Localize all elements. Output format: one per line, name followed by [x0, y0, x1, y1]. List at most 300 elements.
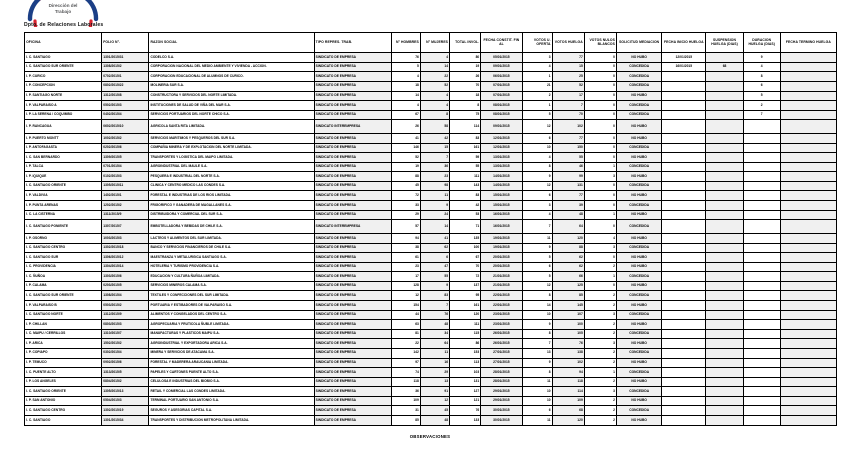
cell-total: 153 — [450, 348, 481, 358]
cell-total: 72 — [450, 272, 481, 282]
cell-votosnul: 3 — [584, 172, 616, 182]
cell-susp — [706, 339, 743, 349]
cell-susp — [706, 91, 743, 101]
cell-tipo: SINDICATO DE EMPRESA — [314, 162, 391, 172]
cell-oficina: I. P. TALCA — [25, 162, 102, 172]
cell-susp — [706, 143, 743, 153]
cell-votosnul: 2 — [584, 415, 616, 425]
cell-oficina: I. P. PUERTO MONTT — [25, 134, 102, 144]
cell-tipo: SINDICATO DE EMPRESA — [314, 72, 391, 82]
cell-dura — [743, 301, 780, 311]
cell-razon: ALIMENTOS Y CONGELADOS DEL CENTRO S.A. — [149, 310, 314, 320]
cell-oficina: I. C. SANTIAGO CENTRO — [25, 406, 102, 416]
cell-tipo: SINDICATO DE EMPRESA — [314, 291, 391, 301]
cell-folio: 0203/2015/5 — [102, 281, 149, 291]
cell-total: 8 — [450, 101, 481, 111]
cell-hombres: 22 — [391, 339, 420, 349]
table-row — [25, 191, 837, 201]
table-row — [25, 162, 837, 172]
cell-fconst: 09/01/2015 — [481, 120, 522, 134]
cell-total: 42 — [450, 201, 481, 211]
column-header-razon: RAZON SOCIAL — [149, 33, 314, 53]
cell-susp — [706, 329, 743, 339]
cell-tipo: SINDICATO DE EMPRESA — [314, 396, 391, 406]
cell-fterm — [780, 243, 836, 253]
cell-finichu — [662, 377, 706, 387]
cell-total: 83 — [450, 134, 481, 144]
cell-razon: CELULOSA E INDUSTRIAS DEL BIOBIO S.A. — [149, 377, 314, 387]
cell-susp — [706, 348, 743, 358]
cell-tipo: SINDICATO INTEREMPRESA — [314, 120, 391, 134]
table-row — [25, 291, 837, 301]
cell-fterm — [780, 143, 836, 153]
cell-votosuo: 6 — [522, 406, 552, 416]
table-row — [25, 310, 837, 320]
cell-votosuo: 4 — [522, 62, 552, 72]
report-table-wrapper — [24, 32, 836, 426]
cell-susp — [706, 358, 743, 368]
cell-votoshu: 145 — [552, 301, 584, 311]
cell-razon: MINERA Y SERVICIOS DE ATACAMA S.A. — [149, 348, 314, 358]
cell-mujeres: 4 — [420, 53, 449, 63]
cell-hombres: 63 — [391, 320, 420, 330]
column-header-votosuo: VOTOS U. OFERTA — [522, 33, 552, 53]
cell-oficina: I. P. VALDIVIA — [25, 191, 102, 201]
cell-hombres: 81 — [391, 329, 420, 339]
cell-folio: 0902/2015/6 — [102, 358, 149, 368]
cell-oficina: I. P. CONCEPCION — [25, 81, 102, 91]
cell-mujeres: 36 — [420, 162, 449, 172]
cell-finichu — [662, 101, 706, 111]
cell-votosuo: 12 — [522, 281, 552, 291]
cell-folio: 1305/2015/13 — [102, 387, 149, 397]
cell-fconst: 13/01/2015 — [481, 162, 522, 172]
cell-fconst: 09/01/2015 — [481, 62, 522, 72]
cell-votosuo: 9 — [522, 172, 552, 182]
cell-medi: CONCEDIDA — [617, 310, 662, 320]
cell-tipo: SINDICATO DE EMPRESA — [314, 358, 391, 368]
cell-votosnul: 3 — [584, 387, 616, 397]
cell-votoshu: 102 — [552, 358, 584, 368]
cell-medi: NO HUBO — [617, 91, 662, 101]
cell-fterm — [780, 348, 836, 358]
cell-total: 121 — [450, 396, 481, 406]
cell-dura — [743, 387, 780, 397]
cell-votosnul: 0 — [584, 101, 616, 111]
cell-fconst: 07/01/2015 — [481, 81, 522, 91]
cell-medi: CONCEDIDA — [617, 81, 662, 91]
column-header-votoshu: VOTOS HUELGA — [552, 33, 584, 53]
cell-votosnul: 4 — [584, 234, 616, 244]
cell-razon: SERVICIOS MINEROS CALAMA S.A. — [149, 281, 314, 291]
cell-dura — [743, 368, 780, 378]
cell-folio: 1202/2015/2 — [102, 201, 149, 211]
cell-medi: CONCEDIDA — [617, 72, 662, 82]
cell-tipo: SINDICATO DE EMPRESA — [314, 234, 391, 244]
cell-votosuo: 10 — [522, 387, 552, 397]
cell-finichu: 16/01/2015 — [662, 62, 706, 72]
cell-folio: 1310/2015/7 — [102, 329, 149, 339]
cell-total: 95 — [450, 291, 481, 301]
cell-votosnul: 2 — [584, 358, 616, 368]
table-row — [25, 406, 837, 416]
column-header-susp: SUSPENSION HUELGA (DIAS) — [706, 33, 743, 53]
cell-total: 111 — [450, 172, 481, 182]
cell-medi: NO HUBO — [617, 120, 662, 134]
cell-dura — [743, 377, 780, 387]
cell-total: 67 — [450, 253, 481, 263]
cell-votoshu: 15 — [552, 62, 584, 72]
column-header-total: TOTAL INVOL. — [450, 33, 481, 53]
cell-votosnul: 1 — [584, 272, 616, 282]
cell-fconst: 21/01/2015 — [481, 272, 522, 282]
cell-votoshu: 114 — [552, 387, 584, 397]
cell-mujeres: 48 — [420, 415, 449, 425]
cell-tipo: SINDICATO INTEREMPRESA — [314, 220, 391, 234]
cell-razon: BANCO Y SERVICIOS FINANCIEROS DE CHILE S.A. — [149, 243, 314, 253]
cell-hombres: 38 — [391, 243, 420, 253]
cell-votosnul: 0 — [584, 220, 616, 234]
cell-razon: INSTITUCIONES DE SALUD DE VIÑA DEL MAR S.A. — [149, 101, 314, 111]
cell-votosuo: 8 — [522, 329, 552, 339]
cell-tipo: SINDICATO DE EMPRESA — [314, 348, 391, 358]
cell-susp: 68 — [706, 62, 743, 72]
table-row — [25, 120, 837, 134]
cell-oficina: I. C. SANTIAGO — [25, 415, 102, 425]
cell-hombres: 142 — [391, 348, 420, 358]
cell-tipo: SINDICATO DE EMPRESA — [314, 81, 391, 91]
cell-dura — [743, 281, 780, 291]
column-header-mujeres: N° MUJERES — [420, 33, 449, 53]
cell-fconst: 07/01/2015 — [481, 91, 522, 101]
cell-votoshu: 150 — [552, 143, 584, 153]
cell-total: 103 — [450, 368, 481, 378]
cell-folio: 0502/2015/3 — [102, 101, 149, 111]
cell-oficina: I. C. PUENTE ALTO — [25, 368, 102, 378]
cell-tipo: SINDICATO DE EMPRESA — [314, 368, 391, 378]
cell-votoshu: 105 — [552, 329, 584, 339]
cell-total: 137 — [450, 281, 481, 291]
cell-finichu: 12/01/2015 — [662, 53, 706, 63]
cell-medi: CONCEDIDA — [617, 329, 662, 339]
cell-fterm — [780, 91, 836, 101]
cell-dura — [743, 234, 780, 244]
cell-total: 75 — [450, 110, 481, 120]
cell-fterm — [780, 181, 836, 191]
cell-votosuo: 11 — [522, 377, 552, 387]
cell-dura — [743, 262, 780, 272]
cell-dura — [743, 201, 780, 211]
cell-mujeres: 4 — [420, 91, 449, 101]
cell-votoshu: 118 — [552, 377, 584, 387]
cell-fconst: 16/01/2015 — [481, 220, 522, 234]
cell-votosuo: 12 — [522, 181, 552, 191]
cell-razon: TERMINAL PORTUARIO SAN ANTONIO S.A. — [149, 396, 314, 406]
cell-fconst: 19/01/2015 — [481, 243, 522, 253]
cell-susp — [706, 387, 743, 397]
cell-medi: NO HUBO — [617, 396, 662, 406]
cell-votosuo: 11 — [522, 415, 552, 425]
cell-finichu — [662, 291, 706, 301]
cell-fconst: 30/01/2015 — [481, 415, 522, 425]
cell-mujeres: 91 — [420, 387, 449, 397]
cell-votosnul: 0 — [584, 281, 616, 291]
table-row — [25, 348, 837, 358]
cell-votoshu: 39 — [552, 201, 584, 211]
cell-tipo: SINDICATO DE EMPRESA — [314, 339, 391, 349]
cell-razon: PORTUARIA Y ESTIBADORES DE VALPARAISO S.A. — [149, 301, 314, 311]
cell-votosnul: 2 — [584, 329, 616, 339]
cell-finichu — [662, 262, 706, 272]
column-header-folio: FOLIO N°. — [102, 33, 149, 53]
cell-razon: DISTRIBUIDORA Y COMERCIAL DEL SUR S.A. — [149, 210, 314, 220]
cell-hombres: 19 — [391, 162, 420, 172]
cell-votosuo: 10 — [522, 396, 552, 406]
cell-finichu — [662, 406, 706, 416]
cell-tipo: SINDICATO DE EMPRESA — [314, 301, 391, 311]
cell-oficina: I. P. RANCAGUA — [25, 120, 102, 134]
cell-votosuo: 4 — [522, 210, 552, 220]
cell-votoshu: 62 — [552, 253, 584, 263]
cell-mujeres: 29 — [420, 368, 449, 378]
cell-dura — [743, 253, 780, 263]
cell-dura: 6 — [743, 81, 780, 91]
cell-fconst: 16/01/2015 — [481, 210, 522, 220]
table-body — [25, 53, 837, 425]
cell-razon: SEGUROS Y ASESORIAS CAPITAL S.A. — [149, 406, 314, 416]
cell-susp — [706, 101, 743, 111]
cell-dura — [743, 134, 780, 144]
table-row — [25, 143, 837, 153]
cell-hombres: 36 — [391, 387, 420, 397]
cell-fconst: 29/01/2015 — [481, 396, 522, 406]
cell-votosnul: 0 — [584, 253, 616, 263]
cell-folio: 0302/2015/4 — [102, 348, 149, 358]
cell-dura: 4 — [743, 62, 780, 72]
cell-fconst: 06/01/2015 — [481, 72, 522, 82]
cell-medi: CONCEDIDA — [617, 272, 662, 282]
cell-razon: SERVICIOS MARITIMOS Y PESQUEROS DEL SUR S.A. — [149, 134, 314, 144]
cell-oficina: I. C. SANTIAGO ORIENTE — [25, 181, 102, 191]
cell-medi: NO HUBO — [617, 320, 662, 330]
cell-folio: 0803/2015/3 — [102, 320, 149, 330]
cell-razon: COMPAÑIA MINERA Y DE EXPLOTACION DEL NORTE LIMITADA. — [149, 143, 314, 153]
cell-dura — [743, 415, 780, 425]
cell-finichu — [662, 415, 706, 425]
cell-folio: 1305/2015/11 — [102, 181, 149, 191]
cell-razon: CODELCO S.A. — [149, 53, 314, 63]
cell-total: 113 — [450, 358, 481, 368]
cell-hombres: 146 — [391, 143, 420, 153]
cell-susp — [706, 301, 743, 311]
cell-finichu — [662, 181, 706, 191]
cell-finichu — [662, 153, 706, 163]
cell-hombres: 33 — [391, 201, 420, 211]
table-row — [25, 262, 837, 272]
cell-mujeres: 98 — [420, 181, 449, 191]
cell-dura — [743, 348, 780, 358]
cell-hombres: 52 — [391, 153, 420, 163]
cell-razon: FORESTAL E INDUSTRIAS DE LOS RIOS LIMITADA. — [149, 191, 314, 201]
cell-susp — [706, 210, 743, 220]
cell-votosuo: 1 — [522, 101, 552, 111]
cell-finichu — [662, 162, 706, 172]
cell-votoshu: 131 — [552, 181, 584, 191]
cell-hombres: 109 — [391, 396, 420, 406]
cell-susp — [706, 272, 743, 282]
cell-razon: TEXTILES Y CONFECCIONES DEL SUR LIMITADA. — [149, 291, 314, 301]
cell-fterm — [780, 62, 836, 72]
cell-hombres: 74 — [391, 368, 420, 378]
table-row — [25, 181, 837, 191]
cell-votosuo: 13 — [522, 348, 552, 358]
cell-hombres: 41 — [391, 134, 420, 144]
cell-mujeres: 7 — [420, 153, 449, 163]
column-header-votosnul: VOTOS NULOS BLANCOS — [584, 33, 616, 53]
column-header-finichu: FECHA INICIO HUELGA — [662, 33, 706, 53]
cell-mujeres: 58 — [420, 120, 449, 134]
cell-razon: CLINICA Y CENTRO MEDICO LAS CONDES S.A. — [149, 181, 314, 191]
cell-medi: CONCEDIDA — [617, 291, 662, 301]
cell-votosuo: 7 — [522, 339, 552, 349]
table-row — [25, 153, 837, 163]
cell-finichu — [662, 368, 706, 378]
cell-votoshu: 17 — [552, 91, 584, 101]
cell-medi: NO HUBO — [617, 53, 662, 63]
table-row — [25, 243, 837, 253]
cell-folio: 0804/2015/2 — [102, 377, 149, 387]
cell-dura — [743, 358, 780, 368]
cell-hombres: 45 — [391, 181, 420, 191]
cell-votosuo: 3 — [522, 53, 552, 63]
cell-folio: 1301/2015/31 — [102, 53, 149, 63]
cell-fconst: 28/01/2015 — [481, 377, 522, 387]
cell-fterm — [780, 329, 836, 339]
cell-folio: 1311/2015/9 — [102, 210, 149, 220]
cell-finichu — [662, 120, 706, 134]
cell-votosnul: 1 — [584, 368, 616, 378]
cell-oficina: I. C. SAN BERNARDO — [25, 153, 102, 163]
column-header-fconst: FECHA CONSTIT. FIN AL — [481, 33, 522, 53]
cell-votoshu: 125 — [552, 281, 584, 291]
letterhead — [0, 0, 860, 26]
cell-fconst: 23/01/2015 — [481, 320, 522, 330]
cell-susp — [706, 281, 743, 291]
cell-total: 70 — [450, 262, 481, 272]
cell-folio: 0802/2015/22 — [102, 81, 149, 91]
cell-folio: 0402/2015/4 — [102, 110, 149, 120]
cell-razon: TRANSPORTES Y LOGISTICA DEL MAIPO LIMITADA. — [149, 153, 314, 163]
table-row — [25, 110, 837, 120]
cell-medi: CONCEDIDA — [617, 348, 662, 358]
cell-votoshu: 66 — [552, 272, 584, 282]
cell-finichu — [662, 301, 706, 311]
cell-medi: NO HUBO — [617, 281, 662, 291]
cell-razon: MAESTRANZA Y METALURGICA SANTIAGO S.A. — [149, 253, 314, 263]
cell-razon: PESQUERA E INDUSTRIAL DEL NORTE S.A. — [149, 172, 314, 182]
cell-susp — [706, 262, 743, 272]
cell-oficina: I. P. CHILLAN — [25, 320, 102, 330]
cell-votoshu: 55 — [552, 153, 584, 163]
cell-mujeres: 4 — [420, 101, 449, 111]
cell-fconst: 30/01/2015 — [481, 406, 522, 416]
cell-oficina: I. P. ARICA — [25, 339, 102, 349]
cell-votoshu: 77 — [552, 53, 584, 63]
cell-votosuo: 12 — [522, 120, 552, 134]
cell-total: 133 — [450, 415, 481, 425]
cell-medi: CONCEDIDA — [617, 110, 662, 120]
cell-total: 120 — [450, 310, 481, 320]
cell-medi: CONCEDIDA — [617, 220, 662, 234]
cell-votosuo: 8 — [522, 162, 552, 172]
table-row — [25, 358, 837, 368]
cell-hombres: 17 — [391, 272, 420, 282]
cell-votosnul: 0 — [584, 110, 616, 120]
table-row — [25, 281, 837, 291]
cell-fterm — [780, 110, 836, 120]
cell-fterm — [780, 81, 836, 91]
cell-fterm — [780, 415, 836, 425]
cell-razon: EMBOTELLADORA Y BEBIDAS DE CHILE S.A. — [149, 220, 314, 234]
cell-tipo: SINDICATO DE EMPRESA — [314, 253, 391, 263]
cell-votosuo: 3 — [522, 201, 552, 211]
cell-fconst: 15/01/2015 — [481, 191, 522, 201]
cell-oficina: I. C. SANTIAGO SUR ORIENTE — [25, 62, 102, 72]
cell-votosnul: 0 — [584, 134, 616, 144]
cell-mujeres: 15 — [420, 143, 449, 153]
cell-folio: 1309/2015/5 — [102, 153, 149, 163]
department-title: Dpto. de Relaciones Laborales — [24, 22, 104, 28]
cell-medi: CONCEDIDA — [617, 201, 662, 211]
table-row — [25, 234, 837, 244]
cell-fterm — [780, 134, 836, 144]
cell-hombres: 118 — [391, 377, 420, 387]
footer-label: OBSERVACIONES — [409, 434, 451, 439]
cell-dura — [743, 339, 780, 349]
cell-votosuo: 2 — [522, 91, 552, 101]
cell-fconst: 28/01/2015 — [481, 368, 522, 378]
cell-susp — [706, 320, 743, 330]
cell-hombres: 14 — [391, 91, 420, 101]
cell-folio: 1402/2015/1 — [102, 191, 149, 201]
cell-mujeres: 11 — [420, 191, 449, 201]
cell-susp — [706, 406, 743, 416]
cell-votoshu: 77 — [552, 134, 584, 144]
cell-hombres: 67 — [391, 110, 420, 120]
cell-folio: 0504/2015/3 — [102, 396, 149, 406]
cell-oficina: I. P. SANTIAGO NORTE — [25, 91, 102, 101]
cell-votosnul: 0 — [584, 120, 616, 134]
cell-tipo: SINDICATO DE EMPRESA — [314, 110, 391, 120]
cell-oficina: I. P. IQUIQUE — [25, 172, 102, 182]
cell-oficina: I. P. VALPARAISO B — [25, 301, 102, 311]
cell-finichu — [662, 110, 706, 120]
cell-folio: 1002/2015/2 — [102, 134, 149, 144]
cell-dura — [743, 272, 780, 282]
cell-votoshu: 25 — [552, 72, 584, 82]
cell-votosuo: 5 — [522, 253, 552, 263]
cell-votoshu: 46 — [552, 162, 584, 172]
cell-votoshu: 76 — [552, 339, 584, 349]
cell-votosuo: 14 — [522, 301, 552, 311]
cell-oficina: I. C. SANTIAGO PONIENTE — [25, 220, 102, 234]
cell-votosnul: 0 — [584, 153, 616, 163]
cell-total: 131 — [450, 377, 481, 387]
cell-medi: CONCEDIDA — [617, 243, 662, 253]
cell-razon: HOTELERIA Y TURISMO PROVIDENCIA S.A. — [149, 262, 314, 272]
cell-votosnul: 0 — [584, 143, 616, 153]
cell-medi: NO HUBO — [617, 153, 662, 163]
